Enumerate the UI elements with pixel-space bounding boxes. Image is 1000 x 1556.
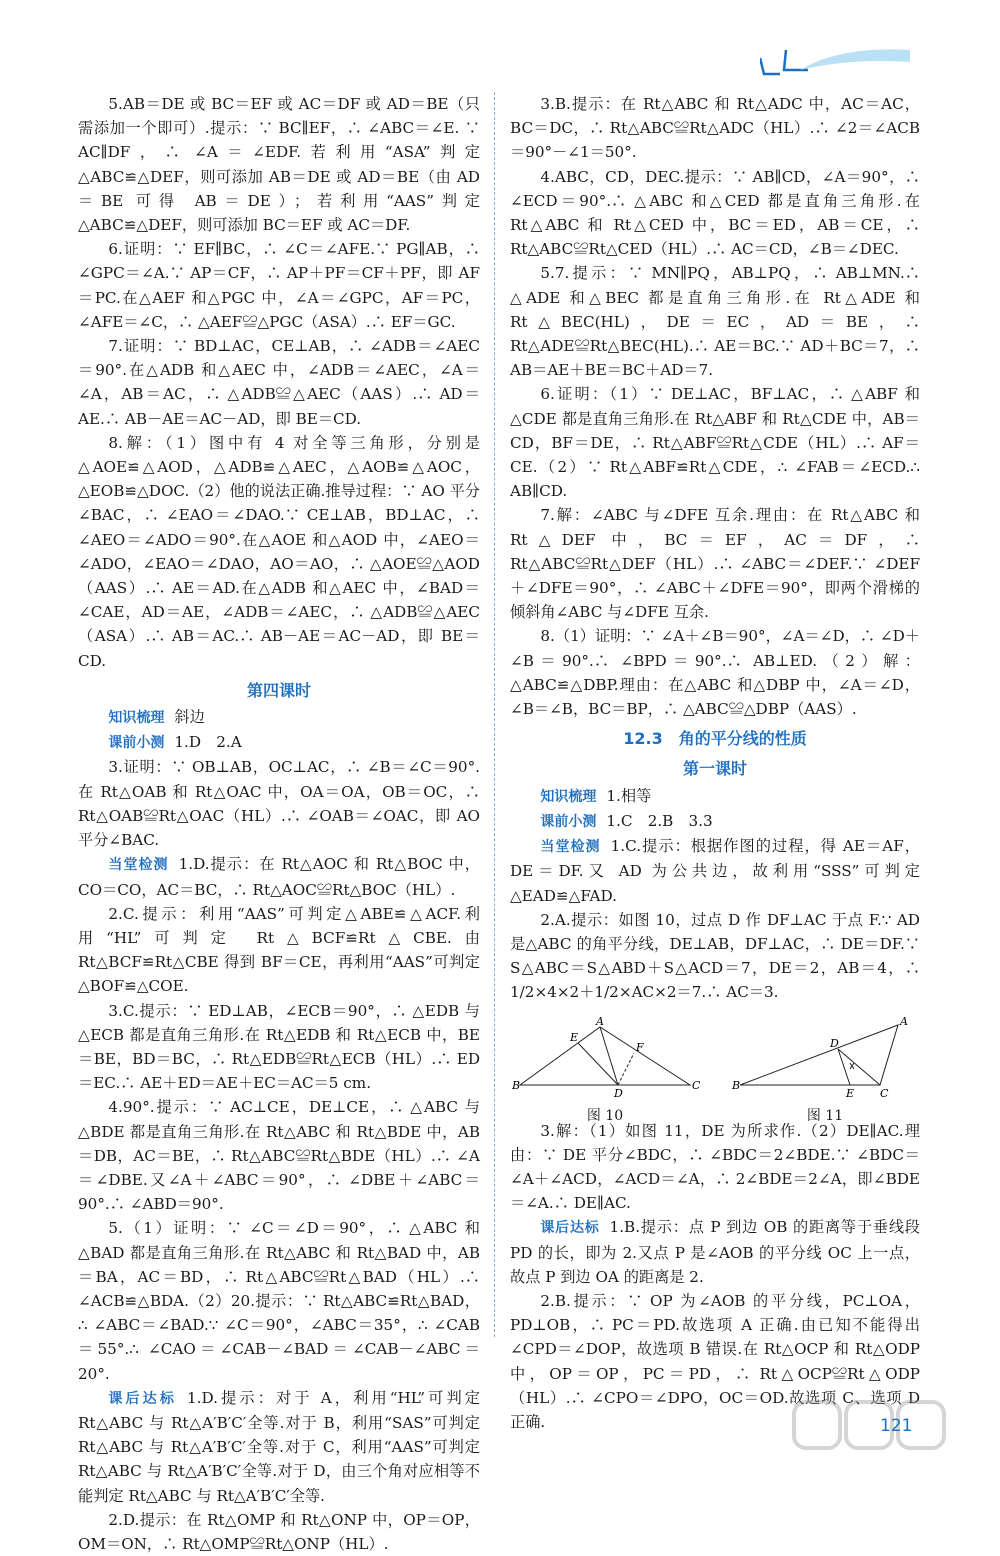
knowledge-text: 斜边: [174, 708, 205, 727]
label-knowledge: 知识梳理: [540, 788, 597, 805]
label-classtest: 当堂检测: [108, 857, 169, 874]
svg-text:E: E: [846, 1086, 855, 1099]
section-heading-12-3: 12.3 角的平分线的性质: [623, 729, 807, 749]
answer-class-2: 2.C.提示：利用“AAS”可判定△ABE≌△ACF.利用“HL”可判定 Rt△BCF≌Rt△CBE.由 Rt△BCF≌Rt△CBE 得到 BF＝CE，再利用“AAS”可判定△BOF≌△COE.: [78, 904, 480, 996]
svg-text:A: A: [596, 1014, 604, 1028]
svg-text:A: A: [900, 1014, 908, 1028]
homework-text: 1.B.提示：点 P 到边 OB 的距离等于垂线段 PD 的长，即为 2.又点 P 是∠AOB 的平分线 OC 上一点，故点 P 到边 OA 的距离是 2.: [510, 1218, 920, 1286]
label-pretest: 课前小测: [540, 813, 597, 830]
section-heading-lesson4: 第四课时: [246, 680, 311, 700]
answer-class-3: 3.C.提示：∵ ED⊥AB，∠ECB＝90°，∴ △EDB 与△ECB 都是直角三角形.在 Rt△EDB 和 Rt△ECB 中，BE＝BE，BD＝BC，∴ Rt△EDB≌Rt△ECB（HL）.∴ ED＝EC.∴ AE＋ED＝AE＋EC＝AC＝5 cm.: [78, 1001, 480, 1093]
figure-11: [730, 1014, 920, 1124]
column-divider: [494, 92, 495, 1337]
answer-8: 8.解：（1）图中有 4 对全等三角形，分别是△AOE≌△AOD，△ADB≌△AEC，△AOB≌△AOC，△EOB≌△DOC.（2）他的说法正确.推导过程：∵ AO 平分∠BAC，∴ ∠EAO＝∠DAO.∵ CE⊥AB，BD⊥AC，∴ ∠AEO＝∠ADO＝90°.在△AOE 和△AOD 中，∠AEO＝∠ADO，∠EAO＝∠DAO，AO＝AO，∴ △AOE≌△AOD（AAS）.∴ AE＝AD.在△ADB 和△AEC 中，∠BAD＝∠CAE，AD＝AE，∠ADB＝∠AEC，∴ △ADB≌△AEC（ASA）.∴ AB＝AC.∴ AB－AE＝AC－AD，即 BE＝CD.: [78, 433, 480, 670]
label-classtest: 当堂检测: [540, 839, 601, 856]
answer-r7: 7.解：∠ABC 与∠DFE 互余.理由：在 Rt△ABC 和 Rt△DEF 中，BC＝EF，AC＝DF，∴ Rt△ABC≌Rt△DEF（HL）.∴ ∠ABC＝∠DEF.∵ ∠DEF＋∠DFE＝90°，∴ ∠ABC＋∠DFE＝90°，即两个滑梯的倾斜角∠ABC 与∠DFE 互余.: [510, 506, 920, 622]
page-number: 121: [880, 1416, 913, 1436]
answer-class-5: 5.（1）证明：∵ ∠C＝∠D＝90°，∴ △ABC 和△BAD 都是直角三角形.在 Rt△ABC 和 Rt△BAD 中，AB＝BA，AC＝BD，∴ Rt△ABC≌Rt△BAD（HL）.∴ ∠ACB≌△BDA.（2）20.提示：∵ Rt△ABC≌Rt△BAD，∴ ∠ABC＝∠BAD.∵ ∠C＝90°，∠ABC＝35°，∴ ∠CAB＝55°.∴ ∠CAO＝∠CAB－∠BAD＝∠CAB－∠ABC＝20°.: [78, 1219, 480, 1383]
answer-7: 7.证明：∵ BD⊥AC，CE⊥AB，∴ ∠ADB＝∠AEC＝90°.在△ADB 和△AEC 中，∠ADB＝∠AEC，∠A＝∠A，AB＝AC，∴ △ADB≌△AEC（AAS）.∴ AD＝AE.∴ AB－AE＝AC－AD，即 BE＝CD.: [78, 337, 480, 428]
svg-text:D: D: [614, 1086, 623, 1099]
header-decoration: [760, 40, 910, 80]
classtest-text: 1.C.提示：根据作图的过程，得 AE＝AF，DE＝DF.又 AD 为公共边，故利用“SSS”可判定△EAD≌△FAD.: [510, 837, 920, 905]
label-knowledge: 知识梳理: [108, 710, 165, 727]
label-homework: 课后达标: [108, 1390, 177, 1407]
knowledge-text: 1.相等: [606, 786, 652, 805]
svg-text:F: F: [636, 1040, 644, 1054]
svg-text:E: E: [570, 1030, 579, 1044]
answer-pretest-3: 3.证明：∵ OB⊥AB，OC⊥AC，∴ ∠B＝∠C＝90°.在 Rt△OAB 和 Rt△OAC 中，OA＝OA，OB＝OC，∴ Rt△OAB≌Rt△OAC（HL）.∴ ∠OAB＝∠OAC，即 AO 平分∠BAC.: [78, 758, 480, 850]
right-column: [510, 92, 920, 1434]
figure-11-diagram: [730, 1015, 920, 1099]
section-heading-lesson1: 第一课时: [682, 759, 747, 779]
answer-r8: 8.（1）证明：∵ ∠A＋∠B＝90°，∠A＝∠D，∴ ∠D＋∠B＝90°.∴ ∠BPD＝90°.∴ AB⊥ED.（2）解：△ABC≌△DBP.理由：在△ABC 和△DBP 中，∠A＝∠D，∠B＝∠B，BC＝BP，∴ △ABC≌△DBP（AAS）.: [510, 627, 920, 719]
answer-homework-r2: 2.B.提示：∵ OP 为∠AOB 的平分线，PC⊥OA，PD⊥OB，∴ PC＝PD.故选项 A 正确.由已知不能得出∠CPD＝∠DOP，故选项 B 错误.在 Rt△OCP 和 Rt△ODP 中，OP＝OP，PC＝PD，∴ Rt△OCP≌Rt△ODP（HL）.∴ ∠CPO＝∠DPO，OC＝OD.故选项 C、选项 D 正确.: [510, 1291, 920, 1431]
figure-11-caption: 图 11: [806, 1107, 844, 1124]
label-pretest: 课前小测: [108, 735, 165, 752]
figure-10-caption: 图 10: [586, 1107, 624, 1124]
label-homework: 课后达标: [540, 1220, 600, 1237]
classtest-text: 1.D.提示：在 Rt△AOC 和 Rt△BOC 中，CO＝CO，AC＝BC，∴ Rt△AOC≌Rt△BOC（HL）.: [78, 855, 480, 899]
pretest-text: 1.D 2.A: [174, 733, 242, 752]
svg-text:C: C: [692, 1078, 700, 1092]
answer-r3: 3.B.提示：在 Rt△ABC 和 Rt△ADC 中，AC＝AC，BC＝DC，∴ Rt△ABC≌Rt△ADC（HL）.∴ ∠2＝∠ACB＝90°－∠1＝50°.: [510, 95, 920, 162]
figures-row: [510, 1014, 920, 1124]
homework-text: 1.D.提示：对于 A，利用“HL”可判定 Rt△ABC 与 Rt△A′B′C′全等.对于 B，利用“SAS”可判定 Rt△ABC 与 Rt△A′B′C′全等.对于 C，利用“AAS”可判定 Rt△ABC 与 Rt△A′B′C′全等.对于 D，由三个角对应相等不能判定 Rt△ABC 与 Rt△A′B′C′全等.: [78, 1388, 480, 1505]
answer-5: 5.AB＝DE 或 BC＝EF 或 AC＝DF 或 AD＝BE（只需添加一个即可）.提示：∵ BC∥EF，∴ ∠ABC＝∠E. ∵ AC∥DF，∴ ∠A＝∠EDF.若利用“ASA”判定△ABC≌△DEF，则可添加 AB＝DE 或 AD＝BE（由 AD＝BE 可得 AB＝DE）；若利用“AAS”判定△ABC≌△DEF，则可添加 BC＝EF 或 AC＝DF.: [78, 95, 480, 235]
answer-6: 6.证明：∵ EF∥BC，∴ ∠C＝∠AFE.∵ PG∥AB，∴ ∠GPC＝∠A.∵ AP＝CF，∴ AP＋PF＝CF＋PF，即 AF＝PC.在△AEF 和△PGC 中，∠A＝∠GPC，AF＝PC，∠AFE＝∠C，∴ △AEF≌△PGC（ASA）.∴ EF＝GC.: [78, 240, 480, 331]
answer-class-4: 4.90°.提示：∵ AC⊥CE，DE⊥CE，∴ △ABC 与△BDE 都是直角三角形.在 Rt△ABC 和 Rt△BDE 中，AB＝DB，AC＝BE，∴ Rt△ABC≌Rt△BDE（HL）.∴ ∠A＝∠DBE.又∠A＋∠ABC＝90°，∴ ∠DBE＋∠ABC＝90°.∴ ∠ABD＝90°.: [78, 1098, 480, 1214]
figure-10-diagram: [510, 1015, 700, 1099]
answer-angle-2: 2.A.提示：如图 10，过点 D 作 DF⊥AC 于点 F.∵ AD 是△ABC 的角平分线，DE⊥AB，DF⊥AC，∴ DE＝DF.∵ S△ABC＝S△ABD＋S△ACD＝7，DE＝2，AB＝4，∴ 1/2×4×2＋1/2×AC×2＝7.∴ AC＝3.: [510, 910, 921, 1002]
svg-text:B: B: [512, 1078, 521, 1092]
figure-10: [510, 1014, 700, 1124]
answer-angle-3: 3.解：（1）如图 11，DE 为所求作.（2）DE∥AC.理由：∵ DE 平分∠BDC，∴ ∠BDC＝2∠BDE.∵ ∠BDC＝∠A＋∠ACD，∠ACD＝∠A，∴ 2∠BDE＝2∠A，即∠BDE＝∠A.∴ DE∥AC.: [510, 1121, 920, 1213]
pretest-text: 1.C 2.B 3.3: [606, 811, 713, 830]
svg-text:C: C: [880, 1086, 889, 1099]
svg-text:D: D: [830, 1036, 839, 1050]
svg-text:B: B: [732, 1078, 741, 1092]
answer-r4: 4.ABC，CD，DEC.提示：∵ AB∥CD，∠A＝90°，∴ ∠ECD＝90°.∴ △ABC 和△CED 都是直角三角形.在 Rt△ABC 和 Rt△CED 中，BC＝ED，AB＝CE，∴ Rt△ABC≌Rt△CED（HL）.∴ AC＝CD，∠B＝∠DEC.: [510, 167, 920, 259]
answer-r6: 6.证明：（1）∵ DE⊥AC，BF⊥AC，∴ △ABF 和△CDE 都是直角三角形.在 Rt△ABF 和 Rt△CDE 中，AB＝CD，BF＝DE，∴ Rt△ABF≌Rt△CDE（HL）.∴ AF＝CE.（2）∵ Rt△ABF≌Rt△CDE，∴ ∠FAB＝∠ECD.∴ AB∥CD.: [510, 385, 920, 501]
answer-homework-2: 2.D.提示：在 Rt△OMP 和 Rt△ONP 中，OP＝OP，OM＝ON，∴ Rt△OMP≌Rt△ONP（HL）.: [78, 1510, 480, 1553]
answer-r5: 5.7.提示：∵ MN∥PQ，AB⊥PQ，∴ AB⊥MN.∴ △ADE 和△BEC 都是直角三角形.在 Rt△ADE 和 Rt△BEC(HL)，DE＝EC，AD＝BE，∴ Rt△ADE≌Rt△BEC(HL).∴ AE＝BC.∵ AD＋BC＝7，∴ AB＝AE＋BE＝BC＋AD＝7.: [510, 264, 920, 380]
left-column: [78, 92, 480, 1556]
